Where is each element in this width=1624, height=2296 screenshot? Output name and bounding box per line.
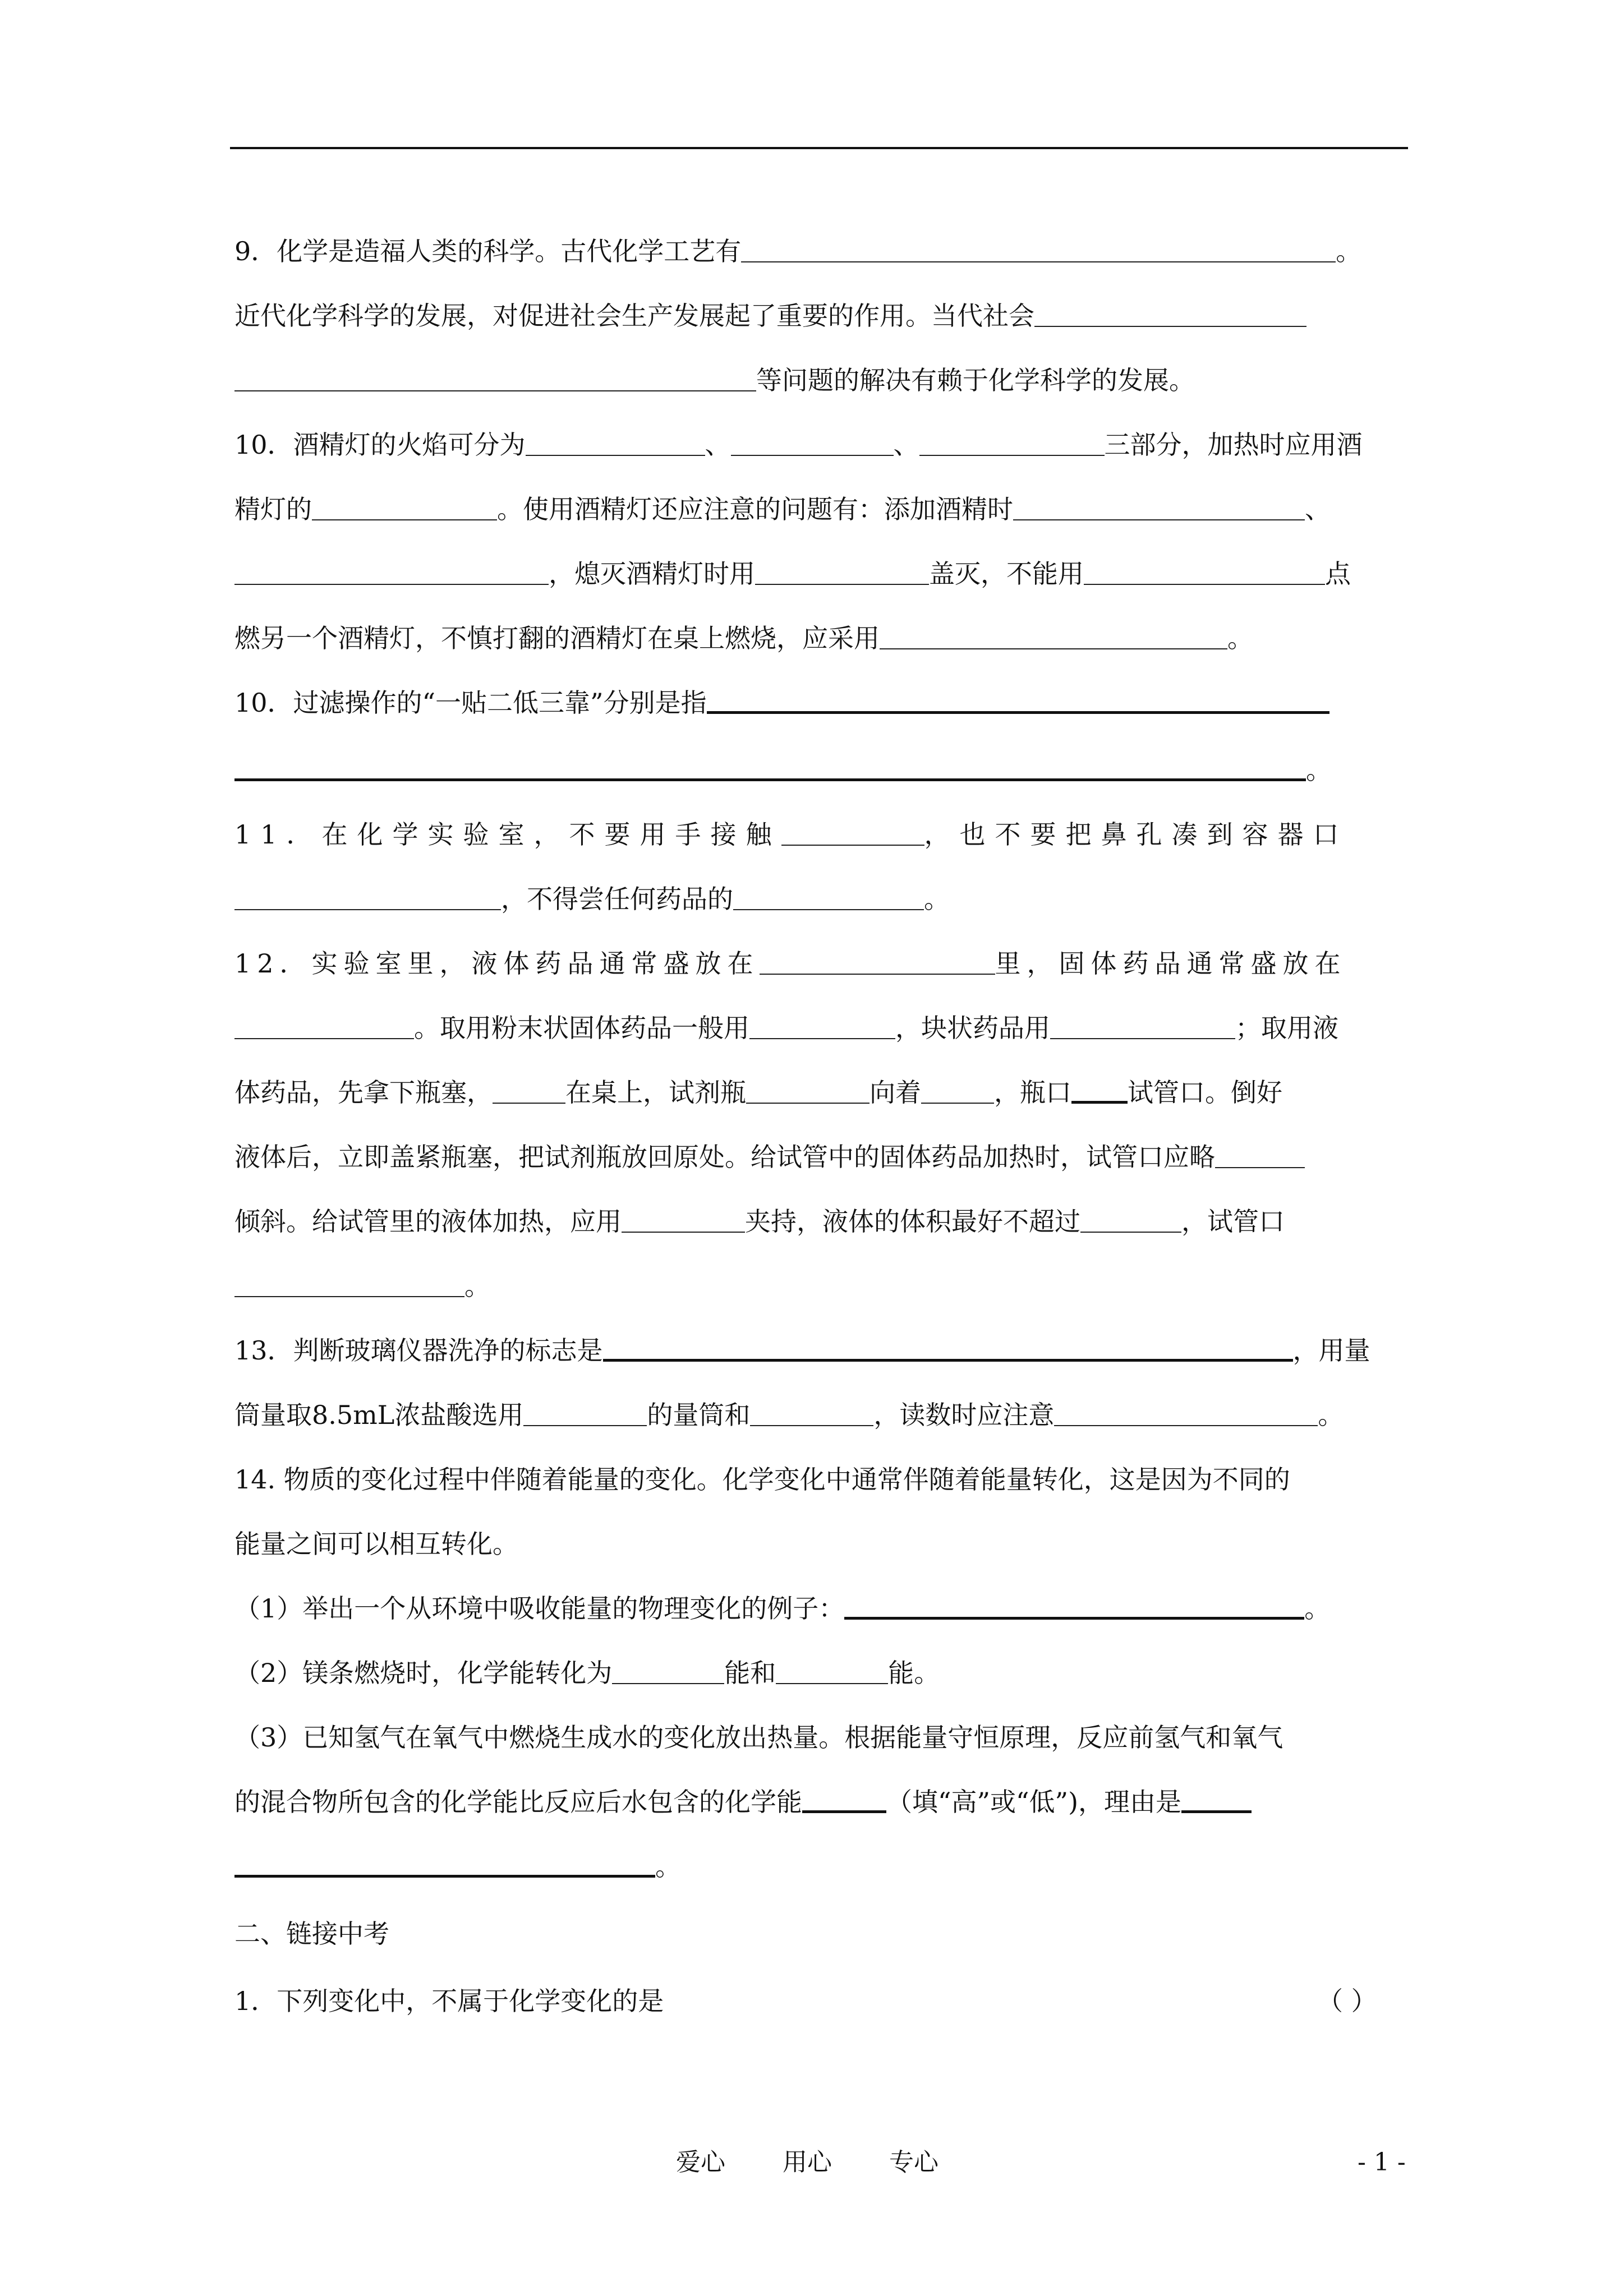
question-text: 向着 bbox=[869, 1077, 921, 1108]
answer-blank[interactable] bbox=[880, 627, 1227, 649]
question-text: 。 bbox=[655, 1851, 681, 1882]
answer-blank[interactable] bbox=[733, 888, 924, 910]
question-text: （填“高”或“低”)，理由是 bbox=[886, 1787, 1182, 1817]
question-text: ，瓶口 bbox=[994, 1077, 1071, 1108]
question-text: ；取用液 bbox=[1235, 1013, 1338, 1043]
answer-blank[interactable] bbox=[234, 757, 1306, 781]
question-text: ，用量 bbox=[1292, 1335, 1370, 1366]
question-text: 。 bbox=[464, 1271, 490, 1301]
question-text: ，熄灭酒精灯时用 bbox=[549, 559, 755, 589]
answer-blank[interactable] bbox=[731, 434, 894, 456]
answer-blank[interactable] bbox=[707, 690, 1329, 714]
question-line bbox=[234, 1463, 1290, 1496]
question-line bbox=[234, 1592, 1330, 1625]
question-text: （2）镁条燃烧时，化学能转化为 bbox=[234, 1658, 613, 1688]
question-text: 倾斜。给试管里的液体加热，应用 bbox=[234, 1206, 622, 1237]
answer-blank[interactable] bbox=[776, 1662, 888, 1684]
question-line bbox=[234, 1269, 490, 1303]
answer-blank[interactable] bbox=[234, 563, 549, 585]
question-text: 体药品，先拿下瓶塞， bbox=[234, 1077, 493, 1108]
answer-blank[interactable] bbox=[1050, 1017, 1235, 1039]
answer-blank[interactable] bbox=[234, 1854, 655, 1878]
question-line bbox=[234, 1917, 389, 1951]
answer-blank[interactable] bbox=[760, 952, 995, 975]
question-text: ，不得尝任何药品的 bbox=[501, 884, 733, 914]
question-text: 、 bbox=[705, 430, 731, 460]
question-line bbox=[234, 557, 1351, 591]
answer-blank[interactable] bbox=[1181, 1789, 1252, 1813]
question-text: 筒量取8.5mL浓盐酸选用 bbox=[234, 1400, 524, 1430]
question-text: 10．酒精灯的火焰可分为 bbox=[234, 430, 526, 460]
question-line bbox=[234, 1334, 1370, 1367]
question-line bbox=[234, 1011, 1338, 1045]
question-text: 里，固体药品通常盛放在 bbox=[995, 948, 1347, 979]
question-line bbox=[234, 299, 1306, 333]
answer-blank[interactable] bbox=[781, 823, 924, 846]
question-text: 精灯的 bbox=[234, 494, 312, 524]
answer-blank[interactable] bbox=[234, 888, 501, 910]
question-text: 12．实验室里，液体药品通常盛放在 bbox=[234, 948, 760, 979]
footer-motto-item: 爱心 bbox=[676, 2148, 725, 2177]
question-text: 。 bbox=[1336, 236, 1362, 266]
answer-blank[interactable] bbox=[1084, 563, 1325, 585]
question-line bbox=[234, 1076, 1282, 1109]
answer-blank[interactable] bbox=[523, 1404, 647, 1426]
answer-blank[interactable] bbox=[234, 1017, 414, 1039]
question-line bbox=[234, 818, 1349, 851]
question-text: 能和 bbox=[724, 1658, 776, 1688]
question-line bbox=[234, 492, 1331, 526]
question-line bbox=[234, 1140, 1305, 1174]
answer-blank[interactable] bbox=[1034, 305, 1306, 327]
question-text: 11．在化学实验室，不要用手接触 bbox=[234, 819, 781, 850]
question-text: 。 bbox=[1318, 1400, 1344, 1430]
question-line bbox=[234, 1398, 1344, 1432]
question-text: 盖灭，不能用 bbox=[929, 559, 1084, 589]
question-text: 、 bbox=[893, 430, 919, 460]
question-line bbox=[234, 428, 1363, 462]
question-text: 10．过滤操作的“一贴二低三靠”分别是指 bbox=[234, 688, 707, 718]
question-text: 试管口。倒好 bbox=[1128, 1077, 1282, 1108]
question-line bbox=[234, 1850, 681, 1883]
question-text: 。 bbox=[1304, 1593, 1331, 1624]
question-text: ，也不要把鼻孔凑到容器口 bbox=[924, 819, 1349, 850]
page-number: - 1 - bbox=[1358, 2148, 1406, 2177]
question-text: （3）已知氢气在氧气中燃烧生成水的变化放出热量。根据能量守恒原理，反应前氢气和氧气 bbox=[234, 1722, 1283, 1753]
question-text: ，试管口 bbox=[1181, 1206, 1285, 1237]
question-line bbox=[234, 234, 1361, 268]
question-text: 的混合物所包含的化学能比反应后水包含的化学能 bbox=[234, 1787, 802, 1817]
answer-blank[interactable] bbox=[919, 434, 1105, 456]
question-text: 1．下列变化中，不属于化学变化的是 bbox=[234, 1986, 664, 2016]
answer-blank[interactable] bbox=[1215, 1146, 1305, 1168]
answer-blank[interactable] bbox=[493, 1081, 565, 1104]
question-text: 。 bbox=[1306, 755, 1332, 785]
answer-blank[interactable] bbox=[755, 563, 929, 585]
answer-blank[interactable] bbox=[526, 434, 705, 456]
footer-motto-item: 专心 bbox=[889, 2148, 938, 2177]
answer-blank[interactable] bbox=[749, 1017, 895, 1039]
answer-blank[interactable] bbox=[921, 1081, 994, 1104]
question-text: 。使用酒精灯还应注意的问题有：添加酒精时 bbox=[497, 494, 1013, 524]
answer-blank[interactable] bbox=[234, 369, 756, 391]
question-text: （1）举出一个从环境中吸收能量的物理变化的例子： bbox=[234, 1593, 845, 1624]
question-line bbox=[234, 1984, 1377, 2018]
question-text: 9．化学是造福人类的科学。古代化学工艺有 bbox=[234, 236, 742, 266]
footer-motto bbox=[676, 2147, 988, 2178]
question-text: 在桌上，试剂瓶 bbox=[565, 1077, 746, 1108]
answer-blank[interactable] bbox=[750, 1404, 873, 1426]
question-text: 液体后，立即盖紧瓶塞，把试剂瓶放回原处。给试管中的固体药品加热时，试管口应略 bbox=[234, 1142, 1215, 1172]
question-text: ，读数时应注意 bbox=[873, 1400, 1055, 1430]
question-text: 夹持，液体的体积最好不超过 bbox=[745, 1206, 1080, 1237]
question-line bbox=[234, 1527, 518, 1561]
question-line bbox=[234, 621, 1253, 655]
question-text: ，块状药品用 bbox=[895, 1013, 1050, 1043]
question-line bbox=[234, 947, 1347, 980]
answer-blank[interactable] bbox=[1071, 1080, 1128, 1104]
answer-blank[interactable] bbox=[746, 1081, 869, 1104]
question-text: 燃另一个酒精灯，不慎打翻的酒精灯在桌上燃烧，应采用 bbox=[234, 623, 880, 653]
question-line bbox=[234, 1205, 1285, 1238]
header-rule bbox=[230, 147, 1408, 149]
question-line bbox=[234, 1656, 940, 1690]
footer-motto-item: 用心 bbox=[783, 2148, 832, 2177]
answer-blank[interactable] bbox=[603, 1338, 1293, 1362]
question-text: 等问题的解决有赖于化学科学的发展。 bbox=[756, 365, 1195, 395]
question-text: 的量筒和 bbox=[647, 1400, 751, 1430]
question-line bbox=[234, 1721, 1283, 1754]
question-text: 。 bbox=[1227, 623, 1253, 653]
answer-blank[interactable] bbox=[1054, 1404, 1318, 1426]
answer-blank[interactable] bbox=[1080, 1210, 1181, 1233]
question-text: 点 bbox=[1325, 559, 1351, 589]
question-text: 二、链接中考 bbox=[234, 1919, 389, 1949]
question-line bbox=[234, 882, 950, 916]
question-line bbox=[234, 686, 1329, 720]
question-text: 、 bbox=[1305, 494, 1331, 524]
question-line bbox=[234, 1785, 1252, 1819]
answer-blank[interactable] bbox=[612, 1662, 724, 1684]
question-line bbox=[234, 753, 1332, 787]
question-text: 。 bbox=[924, 884, 950, 914]
answer-blank[interactable] bbox=[741, 240, 1336, 262]
question-text: 。取用粉末状固体药品一般用 bbox=[414, 1013, 749, 1043]
question-text: 三部分，加热时应用酒 bbox=[1104, 430, 1363, 460]
answer-blank[interactable] bbox=[1013, 498, 1305, 520]
question-line bbox=[234, 363, 1195, 397]
question-text: 能。 bbox=[888, 1658, 940, 1688]
answer-blank[interactable] bbox=[844, 1596, 1304, 1620]
question-text: 近代化学科学的发展，对促进社会生产发展起了重要的作用。当代社会 bbox=[234, 301, 1034, 331]
question-text: 13．判断玻璃仪器洗净的标志是 bbox=[234, 1335, 603, 1366]
answer-blank[interactable] bbox=[312, 498, 497, 520]
question-text: 能量之间可以相互转化。 bbox=[234, 1529, 518, 1559]
answer-blank[interactable] bbox=[234, 1275, 464, 1297]
answer-blank[interactable] bbox=[802, 1789, 886, 1813]
answer-blank[interactable] bbox=[622, 1210, 745, 1233]
question-text: 14. 物质的变化过程中伴随着能量的变化。化学变化中通常伴随着能量转化，这是因为不同的 bbox=[234, 1464, 1290, 1495]
answer-parentheses[interactable]: （ ） bbox=[1317, 1986, 1377, 2016]
